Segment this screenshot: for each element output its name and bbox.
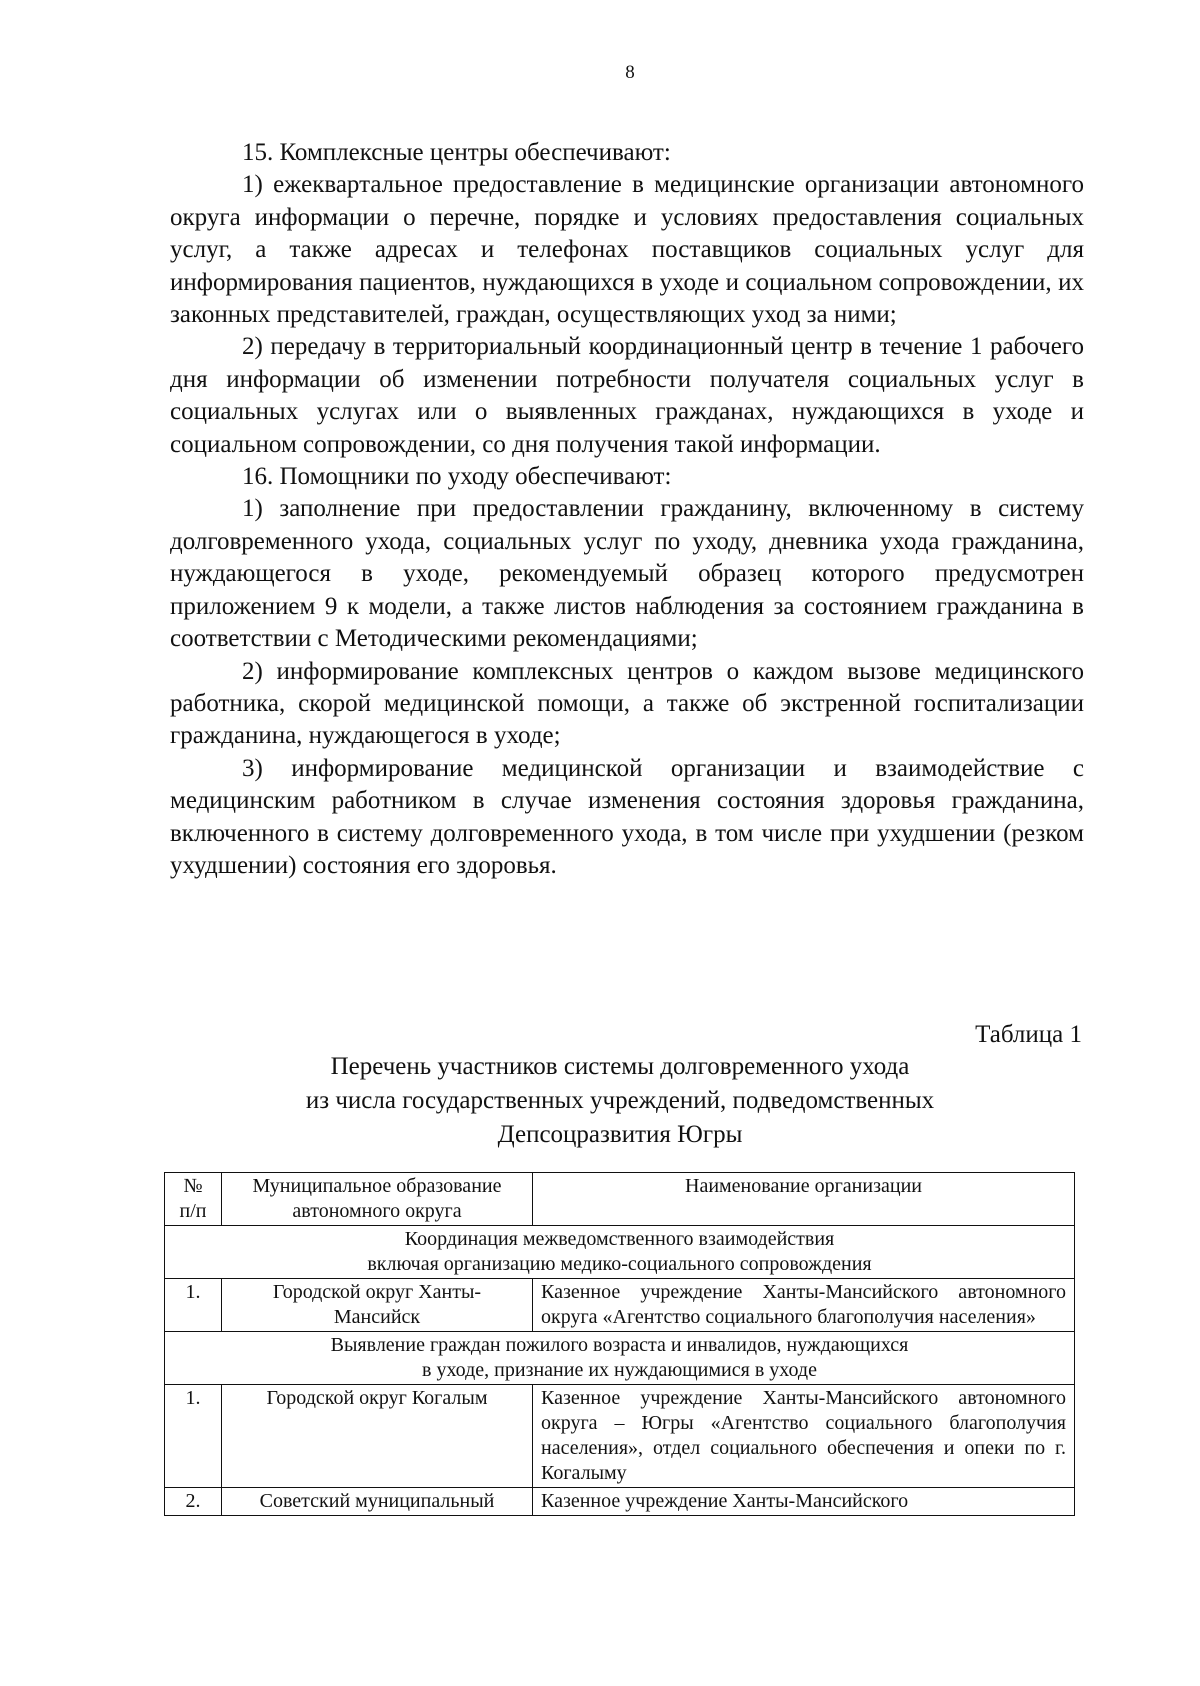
section-title (165, 1332, 1075, 1385)
section-title (165, 1226, 1075, 1279)
section-title-line: Координация межведомственного взаимодействия (404, 1228, 835, 1250)
table-header-row (165, 1173, 1075, 1226)
table-title-line: из числа государственных учреждений, подведомственных (305, 1087, 935, 1114)
section-row-identification (165, 1332, 1075, 1385)
participants-table (164, 1172, 1075, 1516)
paragraph-16-item-1: 1) заполнение при предоставлении гражданину, включенному в систему долговременного ухода, социальных услуг по уходу, дневника ухода гражданина, нуждающегося в уходе, рекомендуемый образец которого предусмотрен приложением 9 к модели, а также листов наблюдения за состоянием гражданина в соответствии с Методическими рекомендациями; (170, 495, 1084, 653)
table-row (165, 1385, 1075, 1488)
section-title-line: Выявление граждан пожилого возраста и инвалидов, нуждающихся (330, 1334, 909, 1356)
row-organization: Казенное учреждение Ханты-Мансийского автономного округа – Югры «Агентство социального благополучия населения», отдел социального обеспечения и опеки по г. Когалыму (533, 1385, 1075, 1488)
row-num: 2. (165, 1488, 222, 1516)
paragraph-15-item-1: 1) ежеквартальное предоставление в медицинские организации автономного округа информации о перечне, порядке и условиях предоставления социальных услуг, а также адресах и телефонах поставщиков социальных услуг для информирования пациентов, нуждающихся в уходе и социальном сопровождении, их законных представителей, граждан, осуществляющих уход за ними; (170, 171, 1084, 329)
table-row (165, 1488, 1075, 1516)
paragraph-15-heading: 15. Комплексные центры обеспечивают: (242, 139, 671, 166)
paragraph-16-item-2: 2) информирование комплексных центров о каждом вызове медицинского работника, скорой медицинской помощи, а также об экстренной госпитализации гражданина, нуждающегося в уходе; (170, 657, 1084, 750)
header-municipality: Муниципальное образование автономного округа (222, 1173, 533, 1226)
body-text (170, 137, 1084, 882)
page-number: 8 (625, 62, 635, 83)
row-num: 1. (165, 1385, 222, 1488)
row-municipality: Городской округ Когалым (222, 1385, 533, 1488)
table-title-line: Депсоцразвития Югры (497, 1121, 743, 1148)
row-num: 1. (165, 1279, 222, 1332)
row-municipality: Городской округ Ханты-Мансийск (222, 1279, 533, 1332)
paragraph-16-heading: 16. Помощники по уходу обеспечивают: (242, 463, 672, 491)
table-title (220, 1050, 1020, 1152)
paragraph-15-item-2: 2) передачу в территориальный координационный центр в течение 1 рабочего дня информации об изменении потребности получателя социальных услуг в социальных услугах или о выявленных гражданах, нуждающихся в уходе и социальном сопровождении, со дня получения такой информации. (170, 333, 1084, 458)
row-organization: Казенное учреждение Ханты-Мансийского (533, 1488, 1075, 1516)
section-title-line: включая организацию медико-социального сопровождения (367, 1253, 872, 1275)
row-organization: Казенное учреждение Ханты-Мансийского автономного округа «Агентство социального благополучия населения» (533, 1279, 1075, 1332)
table-caption: Таблица 1 (975, 1021, 1082, 1048)
header-organization: Наименование организации (533, 1173, 1075, 1226)
table-row (165, 1279, 1075, 1332)
section-row-coordination (165, 1226, 1075, 1279)
table-title-line: Перечень участников системы долговременного ухода (330, 1053, 910, 1080)
paragraph-16-item-3: 3) информирование медицинской организации и взаимодействие с медицинским работником в случае изменения состояния здоровья гражданина, включенного в систему долговременного ухода, в том числе при ухудшении (резком ухудшении) состояния его здоровья. (170, 754, 1084, 879)
section-title-line: в уходе, признание их нуждающимися в уходе (422, 1359, 817, 1381)
row-municipality: Советский муниципальный (222, 1488, 533, 1516)
header-num: № п/п (165, 1173, 222, 1226)
